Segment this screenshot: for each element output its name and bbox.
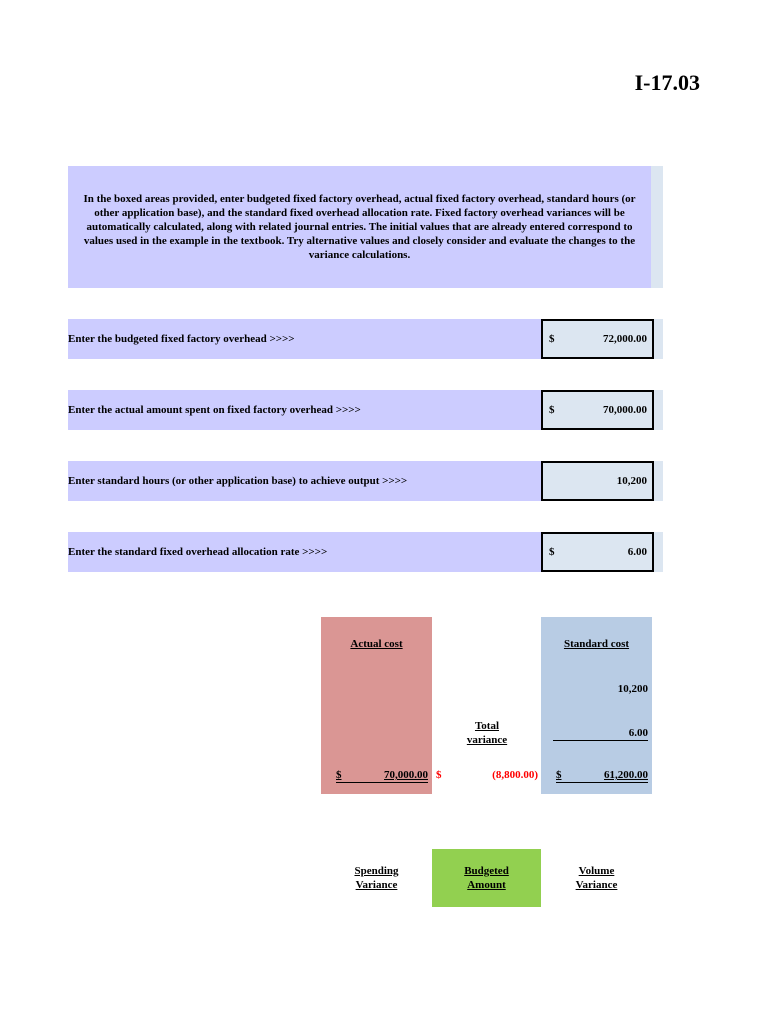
row-edge (654, 532, 663, 572)
row-edge (654, 461, 663, 501)
standard-total-underline (556, 782, 648, 783)
actual-overhead-label: Enter the actual amount spent on fixed factory overhead >>>> (68, 404, 361, 416)
budgeted-amount-line2: Amount (467, 879, 506, 891)
budgeted-currency: $ (549, 333, 555, 345)
page-title: I-17.03 (634, 70, 700, 95)
allocation-rate-input[interactable] (541, 532, 654, 572)
allocation-rate-label: Enter the standard fixed overhead allocation rate >>>> (68, 546, 328, 558)
actual-overhead-row (68, 390, 663, 430)
instructions-box (68, 166, 651, 288)
actual-cost-header: Actual cost (350, 638, 403, 650)
instructions-edge (651, 166, 663, 288)
total-variance-line2: variance (466, 734, 508, 746)
spending-variance-line1: Spending (354, 865, 399, 877)
actual-total-currency: $ (336, 769, 342, 781)
volume-variance-line1: Volume (578, 865, 615, 877)
actual-value: 70,000.00 (603, 404, 647, 416)
variance-currency: $ (436, 769, 442, 781)
budgeted-overhead-label: Enter the budgeted fixed factory overhead >>>> (68, 333, 295, 345)
standard-hours-label: Enter standard hours (or other application base) to achieve output >>>> (68, 475, 408, 487)
total-variance-header (452, 719, 522, 747)
volume-variance-header (541, 864, 652, 892)
budgeted-value: 72,000.00 (603, 333, 647, 345)
rate-value: 6.00 (627, 546, 647, 558)
standard-cost-header: Standard cost (563, 638, 630, 650)
budgeted-overhead-row (68, 319, 663, 359)
actual-currency: $ (549, 404, 555, 416)
spending-variance-header (321, 864, 432, 892)
row-edge (654, 319, 663, 359)
total-variance-cell: (8,800.00) (492, 769, 538, 781)
standard-hours-row (68, 461, 663, 501)
volume-variance-line2: Variance (575, 879, 618, 891)
spending-variance-line2: Variance (355, 879, 398, 891)
allocation-rate-row (68, 532, 663, 572)
total-variance-line1: Total (474, 720, 500, 732)
actual-overhead-input[interactable] (541, 390, 654, 430)
standard-hours-input[interactable] (541, 461, 654, 501)
instructions-text: In the boxed areas provided, enter budgeted fixed factory overhead, actual fixed factory overhead, standard hours (or other application base), and the standard fixed overhead allocation rate. Fixed factory overhead variances will be automatically calculated, along with related journal entries. The initial values that are already entered correspond to values used in the example in the textbook. Try alternative values and closely consider and evaluate the changes to the variance calculations. (83, 193, 636, 261)
budgeted-amount-line1: Budgeted (464, 865, 509, 877)
standard-total-cell: 61,200.00 (604, 769, 648, 781)
budgeted-amount-header (432, 864, 541, 892)
rate-currency: $ (549, 546, 555, 558)
standard-total-currency: $ (556, 769, 562, 781)
budgeted-overhead-input[interactable] (541, 319, 654, 359)
standard-hours-value: 10,200 (616, 475, 647, 487)
actual-total-cell: 70,000.00 (384, 769, 428, 781)
row-edge (654, 390, 663, 430)
actual-total-underline (336, 782, 428, 783)
rate-underline (553, 740, 648, 741)
standard-rate-cell: 6.00 (628, 727, 648, 739)
standard-hours-cell: 10,200 (617, 683, 648, 695)
